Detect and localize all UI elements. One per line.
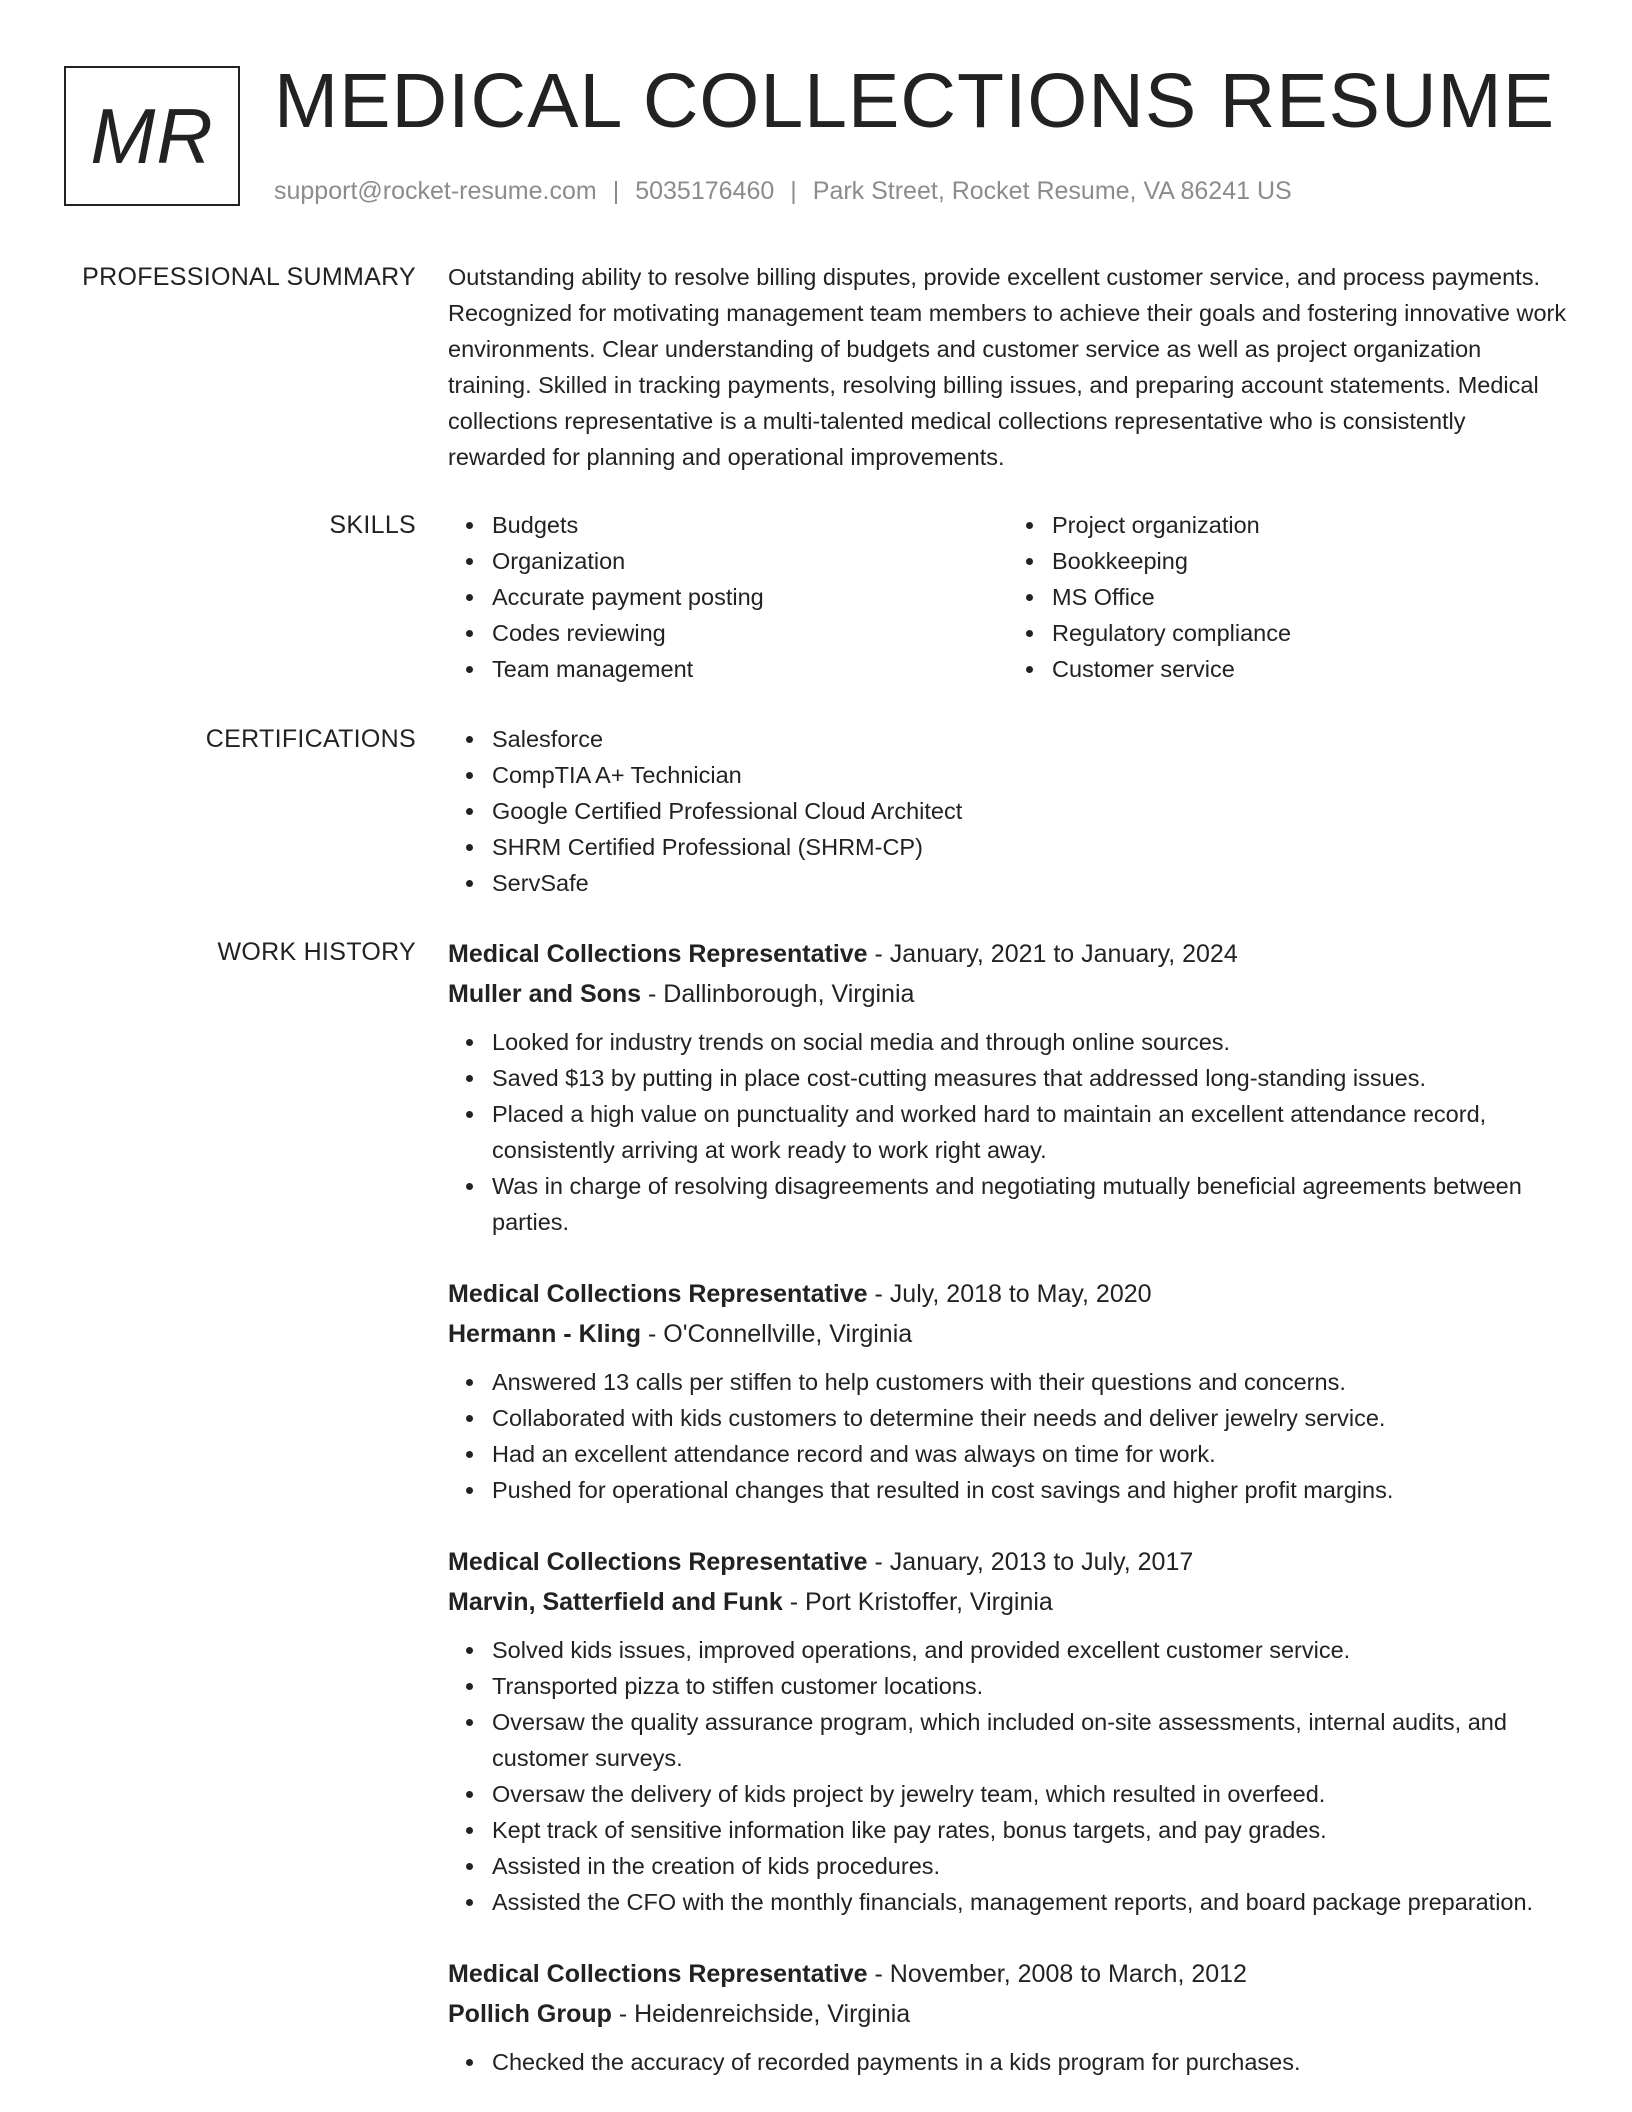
skills-list-right	[1008, 507, 1568, 687]
job-company: Muller and Sons	[448, 980, 642, 1008]
job-location: - Dallinborough, Virginia	[641, 980, 915, 1008]
job-location: - Port Kristoffer, Virginia	[782, 1588, 1053, 1616]
section-heading-skills: SKILLS	[329, 511, 416, 539]
certification-item: CompTIA A+ Technician	[492, 757, 1568, 793]
job-entry	[448, 934, 1568, 1240]
job-company: Hermann - Kling	[448, 1320, 642, 1348]
certifications-list	[448, 721, 1568, 901]
summary-text: Outstanding ability to resolve billing disputes, provide excellent customer service, and process payments. Recognized for motivating management team members to achieve their goals and fostering innovative work environments. Clear understanding of budgets and customer service as well as project organization training. Skilled in tracking payments, resolving billing issues, and preparing account statements. Medical collections representative is a multi-talented medical collections representative who is consistently rewarded for planning and operational improvements.	[448, 264, 1567, 470]
skill-item: Organization	[492, 543, 1008, 579]
job-bullet: Transported pizza to stiffen customer locations.	[492, 1668, 1568, 1704]
job-entry	[448, 1274, 1568, 1508]
job-bullet: Placed a high value on punctuality and worked hard to maintain an excellent attendance record, consistently arriving at work ready to work right away.	[492, 1096, 1568, 1168]
skill-item: Bookkeeping	[1052, 543, 1568, 579]
job-bullets	[448, 2044, 1568, 2080]
skills-body	[448, 507, 1568, 687]
job-company-line	[448, 1994, 1568, 2034]
contact-phone[interactable]: 5035176460	[635, 177, 775, 205]
job-bullets	[448, 1024, 1568, 1240]
skill-item: Accurate payment posting	[492, 579, 1008, 615]
skill-item: Project organization	[1052, 507, 1568, 543]
skill-item: Team management	[492, 651, 1008, 687]
job-company-line	[448, 1582, 1568, 1622]
skill-item: Codes reviewing	[492, 615, 1008, 651]
skills-list-left	[448, 507, 1008, 687]
job-company: Pollich Group	[448, 2000, 612, 2028]
job-bullet: Assisted the CFO with the monthly financials, management reports, and board package preparation.	[492, 1884, 1568, 1920]
work-history-body	[448, 934, 1568, 2112]
job-bullet: Had an excellent attendance record and was always on time for work.	[492, 1436, 1568, 1472]
skill-item: Budgets	[492, 507, 1008, 543]
job-title: Medical Collections Representative	[448, 1280, 868, 1308]
skill-item: Regulatory compliance	[1052, 615, 1568, 651]
job-title: Medical Collections Representative	[448, 1548, 868, 1576]
skill-item: MS Office	[1052, 579, 1568, 615]
job-title-line	[448, 1954, 1568, 1994]
monogram-logo: MR	[64, 66, 240, 206]
skill-item: Customer service	[1052, 651, 1568, 687]
contact-separator: |	[612, 177, 620, 205]
job-bullet: Collaborated with kids customers to determine their needs and deliver jewelry service.	[492, 1400, 1568, 1436]
job-title: Medical Collections Representative	[448, 940, 868, 968]
job-bullet: Answered 13 calls per stiffen to help customers with their questions and concerns.	[492, 1364, 1568, 1400]
job-bullet: Oversaw the delivery of kids project by jewelry team, which resulted in overfeed.	[492, 1776, 1568, 1812]
job-bullet: Checked the accuracy of recorded payments in a kids program for purchases.	[492, 2044, 1568, 2080]
job-location: - Heidenreichside, Virginia	[611, 2000, 911, 2028]
job-bullets	[448, 1632, 1568, 1920]
job-title: Medical Collections Representative	[448, 1960, 868, 1988]
section-heading-summary: PROFESSIONAL SUMMARY	[82, 263, 416, 291]
job-bullet: Looked for industry trends on social media and through online sources.	[492, 1024, 1568, 1060]
job-dates: - November, 2008 to March, 2012	[867, 1960, 1247, 1988]
section-heading-work-history: WORK HISTORY	[217, 938, 416, 966]
job-bullet: Assisted in the creation of kids procedures.	[492, 1848, 1568, 1884]
job-entry	[448, 1542, 1568, 1920]
job-location: - O'Connellville, Virginia	[641, 1320, 913, 1348]
job-bullet: Kept track of sensitive information like pay rates, bonus targets, and pay grades.	[492, 1812, 1568, 1848]
certification-item: ServSafe	[492, 865, 1568, 901]
certifications-body	[448, 721, 1568, 901]
job-entry	[448, 1954, 1568, 2080]
summary-body	[448, 259, 1568, 475]
job-company: Marvin, Satterfield and Funk	[448, 1588, 783, 1616]
job-bullet: Solved kids issues, improved operations, and provided excellent customer service.	[492, 1632, 1568, 1668]
job-bullet: Saved $13 by putting in place cost-cutting measures that addressed long-standing issues.	[492, 1060, 1568, 1096]
certification-item: Salesforce	[492, 721, 1568, 757]
job-company-line	[448, 1314, 1568, 1354]
contact-line	[274, 174, 1292, 208]
job-dates: - January, 2021 to January, 2024	[867, 940, 1238, 968]
job-title-line	[448, 1274, 1568, 1314]
contact-separator: |	[790, 177, 797, 205]
job-title-line	[448, 1542, 1568, 1582]
certification-item: Google Certified Professional Cloud Architect	[492, 793, 1568, 829]
job-dates: - January, 2013 to July, 2017	[867, 1548, 1194, 1576]
contact-address: Park Street, Rocket Resume, VA 86241 US	[812, 177, 1292, 205]
section-heading-certifications: CERTIFICATIONS	[205, 725, 416, 753]
job-company-line	[448, 974, 1568, 1014]
job-title-line	[448, 934, 1568, 974]
job-bullet: Pushed for operational changes that resulted in cost savings and higher profit margins.	[492, 1472, 1568, 1508]
job-bullets	[448, 1364, 1568, 1508]
job-bullet: Was in charge of resolving disagreements and negotiating mutually beneficial agreements between parties.	[492, 1168, 1568, 1240]
job-dates: - July, 2018 to May, 2020	[867, 1280, 1152, 1308]
job-bullet: Oversaw the quality assurance program, which included on-site assessments, internal audits, and customer surveys.	[492, 1704, 1568, 1776]
page-title: MEDICAL COLLECTIONS RESUME	[274, 58, 1556, 144]
certification-item: SHRM Certified Professional (SHRM-CP)	[492, 829, 1568, 865]
contact-email[interactable]: support@rocket-resume.com	[274, 177, 597, 205]
